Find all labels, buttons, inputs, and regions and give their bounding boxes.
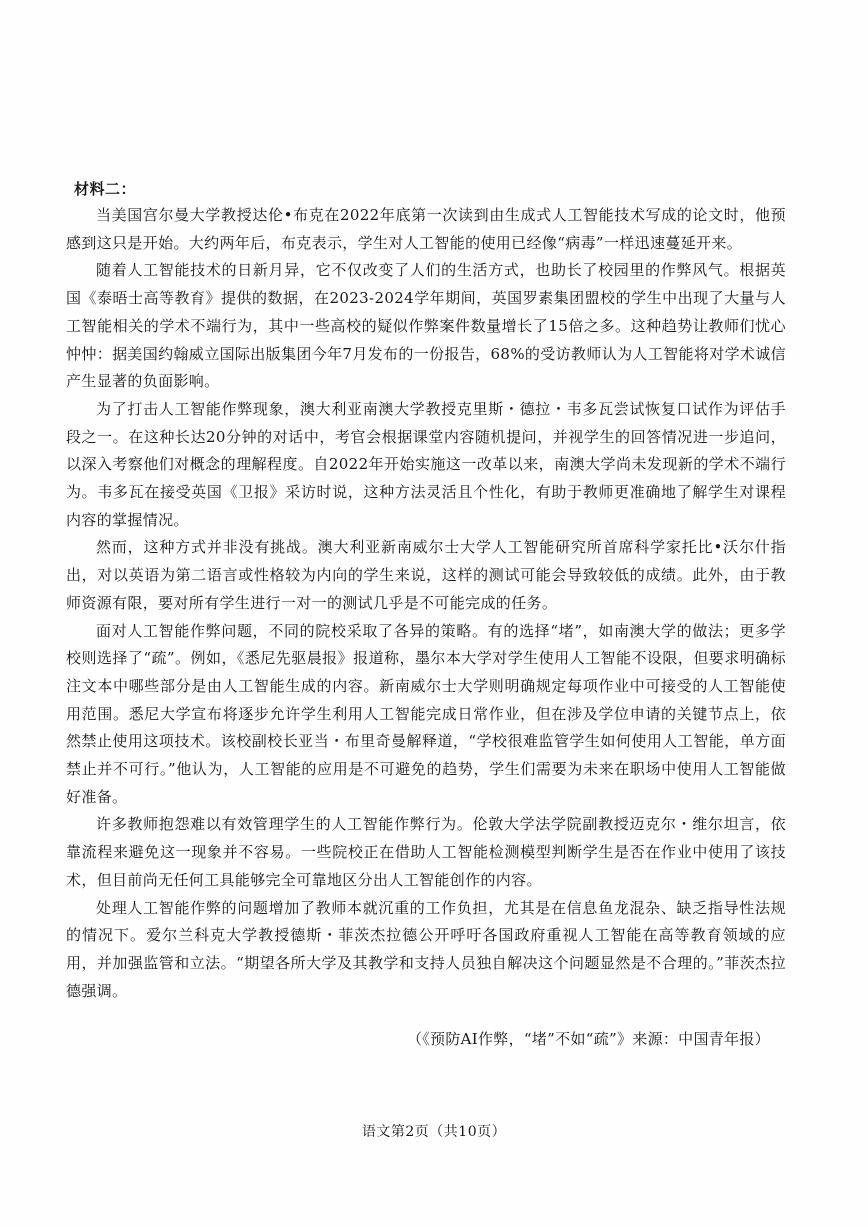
paragraph-4: 然而，这种方式并非没有挑战。澳大利亚新南威尔士大学人工智能研究所首席科学家托比•沃尔什指出，对以英语为第二语言或性格较为内向的学生来说，这样的测试可能会导致较低的成绩。此外，由于教师资源有限，要对所有学生进行一对一的测试几乎是不可能完成的任务。	[66, 538, 786, 612]
material-two-article	[66, 176, 786, 1005]
paragraph-3: 为了打击人工智能作弊现象，澳大利亚南澳大学教授克里斯・德拉・韦多瓦尝试恢复口试作为评估手段之一。在这种长达20分钟的对话中，考官会根据课堂内容随机提问，并视学生的回答情况进一步追问，以深入考察他们对概念的理解程度。自2022年开始实施这一改革以来，南澳大学尚未发现新的学术不端行为。韦多瓦在接受英国《卫报》采访时说，这种方法灵活且个性化，有助于教师更准确地了解学生对课程内容的掌握情况。	[66, 399, 786, 529]
paragraph-7: 处理人工智能作弊的问题增加了教师本就沉重的工作负担，尤其是在信息鱼龙混杂、缺乏指导性法规的情况下。爱尔兰科克大学教授德斯・菲茨杰拉德公开呼吁各国政府重视人工智能在高等教育领域的应用，并加强监管和立法。“期望各所大学及其教学和支持人员独自解决这个问题显然是不合理的。”菲茨杰拉德强调。	[66, 898, 786, 1000]
material-heading: 材料二：	[74, 180, 137, 198]
paragraph-1: 当美国宫尔曼大学教授达伦•布克在2022年底第一次读到由生成式人工智能技术写成的论文时，他预感到这只是开始。大约两年后，布克表示，学生对人工智能的使用已经像“病毒”一样迅速蔓延开来。	[66, 206, 786, 252]
page-number: 语文第2页（共10页）	[361, 1124, 507, 1140]
paragraph-6: 许多教师抱怨难以有效管理学生的人工智能作弊行为。伦敦大学法学院副教授迈克尔・维尔坦言，依靠流程来避免这一现象并不容易。一些院校正在借助人工智能检测模型判断学生是否在作业中使用了该技术，但目前尚无任何工具能够完全可靠地区分出人工智能创作的内容。	[66, 815, 786, 889]
paragraph-5: 面对人工智能作弊问题，不同的院校采取了各异的策略。有的选择“堵”，如南澳大学的做法；更多学校则选择了“疏”。例如，《悉尼先驱晨报》报道称，墨尔本大学对学生使用人工智能不设限，但要求明确标注文本中哪些部分是由人工智能生成的内容。新南威尔士大学则明确规定每项作业中可接受的人工智能使用范围。悉尼大学宣布将逐步允许学生利用人工智能完成日常作业，但在涉及学位申请的关键节点上，依然禁止使用这项技术。该校副校长亚当・布里奇曼解释道，“学校很难监管学生如何使用人工智能，单方面禁止并不可行。”他认为，人工智能的应用是不可避免的趋势，学生们需要为未来在职场中使用人工智能做好准备。	[66, 621, 786, 806]
paragraph-2: 随着人工智能技术的日新月异，它不仅改变了人们的生活方式，也助长了校园里的作弊风气。根据英国《泰晤士高等教育》提供的数据，在2023-2024学年期间，英国罗素集团盟校的学生中出现了大量与人工智能相关的学术不端行为，其中一些高校的疑似作弊案件数量增长了15倍之多。这种趋势让教师们忧心忡忡：据美国约翰威立国际出版集团今年7月发布的一份报告，68%的受访教师认为人工智能将对学术诚信产生显著的负面影响。	[66, 261, 786, 391]
article-source: （《预防AI作弊，“堵”不如“疏”》来源：中国青年报）	[406, 1030, 770, 1048]
